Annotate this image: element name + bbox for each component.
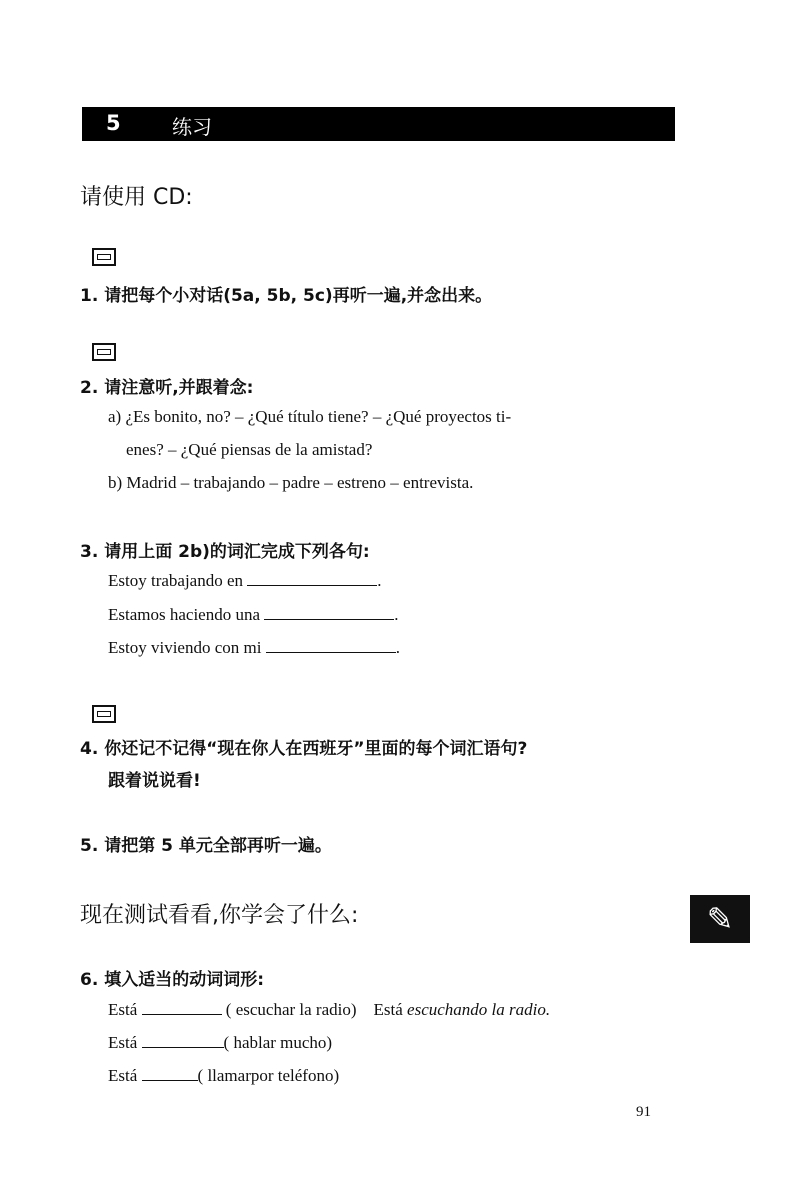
section-header-bar <box>82 107 675 141</box>
section-number: 5 <box>106 111 121 135</box>
page-number: 91 <box>636 1104 651 1120</box>
exercise-6: 6. 填入适当的动词词形: <box>80 970 265 990</box>
sentence-text: Estoy trabajando en <box>108 571 244 590</box>
exercise-5: 5. 请把第 5 单元全部再听一遍。 <box>80 836 332 856</box>
pencil-icon: ✎ <box>690 895 750 943</box>
blank-field[interactable] <box>264 605 394 620</box>
cassette-icon <box>92 248 116 266</box>
exercise-4-line1: 4. 你还记不记得“现在你人在西班牙”里面的每个词汇语句? <box>80 739 528 759</box>
exercise-6-row <box>108 1033 332 1053</box>
cassette-icon <box>92 705 116 723</box>
test-heading: 现在测试看看,你学会了什么: <box>80 903 359 928</box>
exercise-1: 1. 请把每个小对话(5a, 5b, 5c)再听一遍,并念出来。 <box>80 286 493 306</box>
cd-heading: 请使用 CD: <box>80 185 193 210</box>
section-title: 练习 <box>172 115 212 139</box>
exercise-2b: b) Madrid – trabajando – padre – estreno – entrevista. <box>108 473 474 492</box>
exercise-2a-line1: a) ¿Es bonito, no? – ¿Qué título tiene? – ¿Qué proyectos ti- <box>108 407 512 426</box>
sentence-text: Estoy viviendo con mi <box>108 638 262 657</box>
blank-field[interactable] <box>142 1066 198 1081</box>
exercise-2: 2. 请注意听,并跟着念: <box>80 378 254 398</box>
exercise-3-line2: Estamos haciendo una . <box>108 605 399 624</box>
exercise-3: 3. 请用上面 2b)的词汇完成下列各句: <box>80 542 370 562</box>
example-answer: escuchando la radio. <box>407 1000 551 1019</box>
blank-field[interactable] <box>142 1033 224 1048</box>
row-prefix: Está <box>108 1066 138 1085</box>
exercise-3-line1: Estoy trabajando en . <box>108 571 382 590</box>
sentence-text: Estamos haciendo una <box>108 605 261 624</box>
exercise-6-row <box>108 1000 550 1020</box>
row-hint: ( hablar mucho) <box>223 1033 333 1052</box>
row-hint: ( llamarpor teléfono) <box>197 1066 340 1085</box>
exercise-3-line3: Estoy viviendo con mi . <box>108 638 400 657</box>
row-prefix: Está <box>108 1033 138 1052</box>
blank-field[interactable] <box>247 571 377 586</box>
cassette-icon <box>92 343 116 361</box>
example-prefix: Está <box>373 1000 403 1019</box>
blank-field[interactable] <box>266 638 396 653</box>
exercise-6-row <box>108 1066 339 1086</box>
row-prefix: Está <box>108 1000 138 1019</box>
blank-field[interactable] <box>142 1000 222 1015</box>
exercise-2a-line2: enes? – ¿Qué piensas de la amistad? <box>126 440 373 459</box>
row-hint: ( escuchar la radio) <box>225 1000 357 1019</box>
exercise-4-line2: 跟着说说看! <box>108 771 201 791</box>
